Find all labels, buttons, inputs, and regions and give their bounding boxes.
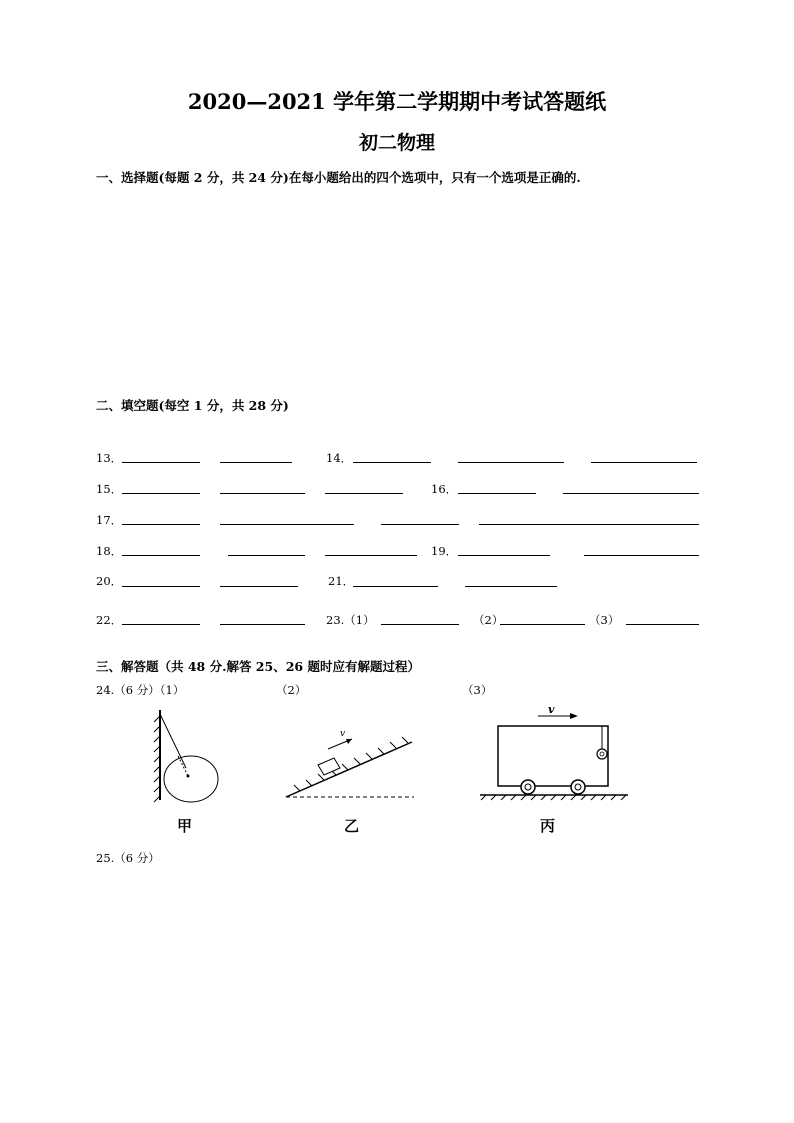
q17-blank-4[interactable] bbox=[479, 524, 699, 525]
q23-part2-label: （2） bbox=[473, 613, 504, 627]
q21-blank-1[interactable] bbox=[353, 586, 438, 587]
q22-blank-1[interactable] bbox=[122, 624, 200, 625]
q20-label: 20． bbox=[96, 574, 123, 588]
q15-blank-1[interactable] bbox=[122, 493, 200, 494]
q19-blank-2[interactable] bbox=[584, 555, 699, 556]
q13-blank-2[interactable] bbox=[220, 462, 292, 463]
q20-blank-1[interactable] bbox=[122, 586, 200, 587]
q18-blank-1[interactable] bbox=[122, 555, 200, 556]
q18-label: 18． bbox=[96, 544, 123, 558]
q21-blank-2[interactable] bbox=[465, 586, 557, 587]
q14-blank-3[interactable] bbox=[591, 462, 697, 463]
q14-label: 14． bbox=[326, 451, 353, 465]
q20-blank-2[interactable] bbox=[220, 586, 298, 587]
q15-blank-3[interactable] bbox=[325, 493, 403, 494]
q22-blank-2[interactable] bbox=[220, 624, 305, 625]
q23-part3-label: （3） bbox=[589, 613, 620, 627]
q23-blank-2[interactable] bbox=[500, 624, 585, 625]
q24-part3-label: （3） bbox=[462, 683, 493, 697]
q14-blank-1[interactable] bbox=[353, 462, 431, 463]
q21-label: 21． bbox=[328, 574, 355, 588]
q16-blank-1[interactable] bbox=[458, 493, 536, 494]
q18-blank-3[interactable] bbox=[325, 555, 417, 556]
q23-blank-3[interactable] bbox=[626, 624, 699, 625]
section1-heading: 一、选择题(每题 2 分，共 24 分)在每小题给出的四个选项中，只有一个选项是正确的. bbox=[96, 170, 581, 185]
velocity-label-yi: v bbox=[340, 729, 346, 739]
figure-jia-wall-ball bbox=[150, 710, 230, 802]
q14-blank-2[interactable] bbox=[458, 462, 564, 463]
q13-blank-1[interactable] bbox=[122, 462, 200, 463]
q23-label: 23.（1） bbox=[326, 613, 375, 627]
section3-heading: 三、解答题（共 48 分.解答 25、26 题时应有解题过程） bbox=[96, 659, 420, 674]
figure-bing-label: 丙 bbox=[540, 817, 556, 835]
q19-label: 19． bbox=[431, 544, 458, 558]
page-title: 2020—2021 学年第二学期期中考试答题纸 bbox=[187, 89, 607, 114]
q13-label: 13． bbox=[96, 451, 123, 465]
q17-blank-3[interactable] bbox=[381, 524, 459, 525]
q16-blank-2[interactable] bbox=[563, 493, 699, 494]
q23-blank-1[interactable] bbox=[381, 624, 459, 625]
q24-part2-label: （2） bbox=[276, 683, 307, 697]
q18-blank-2[interactable] bbox=[228, 555, 305, 556]
section2-heading: 二、填空题(每空 1 分，共 28 分) bbox=[96, 398, 289, 413]
figure-yi-incline-block bbox=[284, 724, 416, 800]
q15-blank-2[interactable] bbox=[220, 493, 305, 494]
q16-label: 16． bbox=[431, 482, 458, 496]
page-subtitle: 初二物理 bbox=[358, 132, 435, 154]
q25-label: 25.（6 分） bbox=[96, 851, 160, 865]
q15-label: 15． bbox=[96, 482, 123, 496]
q17-blank-2[interactable] bbox=[220, 524, 354, 525]
figure-bing-cart-ball bbox=[478, 700, 630, 800]
q19-blank-1[interactable] bbox=[458, 555, 550, 556]
q17-label: 17． bbox=[96, 513, 123, 527]
figure-yi-label: 乙 bbox=[344, 817, 360, 835]
q24-label: 24.（6 分）（1） bbox=[96, 683, 185, 697]
figure-jia-label: 甲 bbox=[177, 817, 193, 835]
q17-blank-1[interactable] bbox=[122, 524, 200, 525]
q22-label: 22． bbox=[96, 613, 123, 627]
velocity-label-bing: v bbox=[548, 703, 555, 716]
